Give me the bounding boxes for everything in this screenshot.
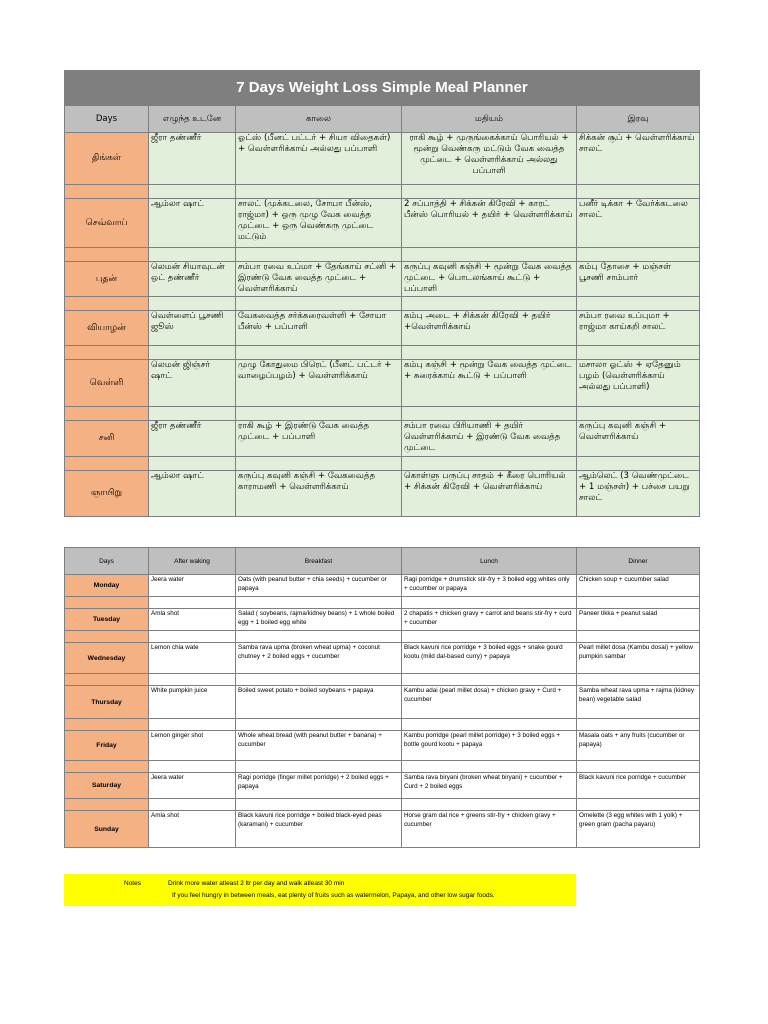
header-lunch: Lunch — [402, 548, 577, 575]
header-dinner: இரவு — [577, 106, 700, 133]
wake-cell: Jeera water — [149, 773, 236, 799]
table-row — [65, 686, 700, 719]
day-cell: Tuesday — [65, 609, 149, 631]
lunch-cell: Black kavuni rice porridge + 3 boiled eggs + snake gourd kootu (mild dal-based curry) + papaya — [402, 643, 577, 674]
page-title: 7 Days Weight Loss Simple Meal Planner — [65, 71, 700, 106]
wake-cell: லெமன் ஜிஞ்சர் ஷாட் — [149, 360, 236, 407]
spacer-row — [65, 407, 700, 421]
lunch-cell: கம்பு அடை + சிக்கன் கிரேவி + தயிர் +வெள்ளரிக்காய் — [402, 311, 577, 346]
day-cell: வெள்ளி — [65, 360, 149, 407]
table-row — [65, 262, 700, 297]
dinner-cell: Paneer tikka + peanut salad — [577, 609, 700, 631]
table-row — [65, 421, 700, 457]
table-row — [65, 199, 700, 248]
wake-cell: Lemon ginger shot — [149, 731, 236, 761]
lunch-cell: 2 chapatis + chicken gravy + carrot and beans stir-fry + curd + cucumber — [402, 609, 577, 631]
lunch-cell: கருப்பு கவுனி கஞ்சி + மூன்று வேக வைத்த முட்டை + பொடலங்காய் கூட்டு + பப்பாளி — [402, 262, 577, 297]
table-row — [65, 811, 700, 848]
lunch-cell: Horse gram dal rice + greens stir-fry + chicken gravy + cucumber — [402, 811, 577, 848]
lunch-cell: கொள்ளு பருப்பு சாதம் + கீரை பொரியல் + சிக்கன் கிரேவி + வெள்ளரிக்காய் — [402, 471, 577, 517]
breakfast-cell: Ragi porridge (finger millet porridge) + 2 boiled eggs + papaya — [236, 773, 402, 799]
breakfast-cell: சாலட் (முக்கடலை, சோயா பீன்ஸ், ராஜ்மா) + ஒரு முழு வேக வைத்த முட்டை + ஒரு வெண்கரு முட்டை மட்டும் — [236, 199, 402, 248]
day-cell: திங்கள் — [65, 133, 149, 185]
wake-cell: Amla shot — [149, 609, 236, 631]
dinner-cell: Black kavuni rice porridge + cucumber — [577, 773, 700, 799]
day-cell: Wednesday — [65, 643, 149, 674]
wake-cell: லெமன் சியாவுடன் ஒட் தண்ணீர் — [149, 262, 236, 297]
header-days: Days — [65, 106, 149, 133]
wake-cell: ஜீரா தண்ணீர் — [149, 133, 236, 185]
dinner-cell: மசாலா ஓட்ஸ் + ஏதேனும் பழம் (வெள்ளரிக்காய் அல்லது பப்பாளி) — [577, 360, 700, 407]
header-breakfast: Breakfast — [236, 548, 402, 575]
spacer-row — [65, 185, 700, 199]
english-header-row — [65, 548, 700, 575]
table-row — [65, 731, 700, 761]
breakfast-cell: ராகி கூழ் + இரண்டு வேக வைத்த முட்டை + பப்பாளி — [236, 421, 402, 457]
dinner-cell: கருப்பு கவுனி கஞ்சி + வெள்ளரிக்காய் — [577, 421, 700, 457]
notes-line-1: Drink more water atleast 2 ltr per day and walk atleast 30 min — [168, 880, 345, 887]
spacer-row — [65, 799, 700, 811]
table-row — [65, 773, 700, 799]
dinner-cell: Samba wheat rava upma + rajma (kidney bean) vegetable salad — [577, 686, 700, 719]
day-cell: Sunday — [65, 811, 149, 848]
day-cell: ஞாயிறு — [65, 471, 149, 517]
wake-cell: ஜீரா தண்ணீர் — [149, 421, 236, 457]
day-cell: Saturday — [65, 773, 149, 799]
lunch-cell: சம்பா ரவை பிரியாணி + தயிர் வெள்ளரிக்காய் + இரண்டு வேக வைத்த முட்டை — [402, 421, 577, 457]
wake-cell: வெள்ளைப் பூசணி ஜூஸ் — [149, 311, 236, 346]
wake-cell: ஆம்லா ஷாட் — [149, 471, 236, 517]
day-cell: புதன் — [65, 262, 149, 297]
day-cell: Monday — [65, 575, 149, 597]
dinner-cell: கம்பு தோசை + மஞ்சள் பூசணி சாம்பார் — [577, 262, 700, 297]
day-cell: செவ்வாய் — [65, 199, 149, 248]
lunch-cell: கம்பு கஞ்சி + மூன்று வேக வைத்த முட்டை + சுரைக்காய் கூட்டு + பப்பாளி — [402, 360, 577, 407]
lunch-cell: Samba rava biryani (broken wheat biryani) + cucumber + Curd + 2 boiled eggs — [402, 773, 577, 799]
breakfast-cell: Black kavuni rice porridge + boiled black-eyed peas (karamani) + cucumber — [236, 811, 402, 848]
table-row — [65, 575, 700, 597]
wake-cell: Jeera water — [149, 575, 236, 597]
header-wake: எழுந்த உடனே — [149, 106, 236, 133]
notes-box — [64, 874, 576, 906]
wake-cell: ஆம்லா ஷாட் — [149, 199, 236, 248]
tamil-meal-table — [64, 70, 700, 517]
breakfast-cell: ஓட்ஸ் (பீனட் பட்டர் + சியா விதைகள்) + வெள்ளரிக்காய் அல்லது பப்பாளி — [236, 133, 402, 185]
dinner-cell: Omelette (3 egg whites with 1 yolk) + green gram (pacha payaru) — [577, 811, 700, 848]
header-days: Days — [65, 548, 149, 575]
tamil-header-row — [65, 106, 700, 133]
table-row — [65, 311, 700, 346]
table-row — [65, 133, 700, 185]
breakfast-cell: Boiled sweet potato + boiled soybeans + papaya — [236, 686, 402, 719]
spacer-row — [65, 631, 700, 643]
day-cell: Thursday — [65, 686, 149, 719]
table-row — [65, 609, 700, 631]
breakfast-cell: Samba rava upma (broken wheat upma) + coconut chutney + 2 boiled eggs + cucumber — [236, 643, 402, 674]
dinner-cell: சிக்கன் சூப் + வெள்ளரிக்காய் சாலட் — [577, 133, 700, 185]
spacer-row — [65, 248, 700, 262]
spacer-row — [65, 457, 700, 471]
wake-cell: Lemon chia wate — [149, 643, 236, 674]
dinner-cell: Masala oats + any fruits (cucumber or papaya) — [577, 731, 700, 761]
lunch-cell: ராகி கூழ் + முருங்கைக்காய் பொரியல் + மூன்று வெண்கரு மட்டும் வேக வைத்த முட்டை + வெள்ளரிக்காய் அல்லது பப்பாளி — [402, 133, 577, 185]
day-cell: சனி — [65, 421, 149, 457]
breakfast-cell: கருப்பு கவுனி கஞ்சி + வேகவைத்த காராமணி + வெள்ளரிக்காய் — [236, 471, 402, 517]
breakfast-cell: Oats (with peanut butter + chia seeds) + cucumber or papaya — [236, 575, 402, 597]
notes-line-2: If you feel hungry in between meals, eat plenty of fruits such as watermelon, Papaya, and other low sugar foods. — [172, 892, 495, 899]
spacer-row — [65, 761, 700, 773]
header-after-waking: After waking — [149, 548, 236, 575]
english-meal-table — [64, 547, 700, 848]
breakfast-cell: Whole wheat bread (with peanut butter + banana) + cucumber — [236, 731, 402, 761]
dinner-cell: பனீர் டிக்கா + வேர்க்கடலை சாலட் — [577, 199, 700, 248]
notes-label: Notes — [124, 880, 141, 887]
table-row — [65, 643, 700, 674]
wake-cell: White pumpkin juice — [149, 686, 236, 719]
lunch-cell: 2 சப்பாத்தி + சிக்கன் கிரேவி + காரட் பீன்ஸ் பொரியல் + தயிர் + வெள்ளரிக்காய் — [402, 199, 577, 248]
spacer-row — [65, 719, 700, 731]
table-row — [65, 471, 700, 517]
spacer-row — [65, 346, 700, 360]
header-lunch: மதியம் — [402, 106, 577, 133]
dinner-cell: Chicken soup + cucumber salad — [577, 575, 700, 597]
lunch-cell: Ragi porridge + drumstick stir-fry + 3 boiled egg whites only + cucumber or papaya — [402, 575, 577, 597]
lunch-cell: Kambu adai (pearl millet dosa) + chicken gravy + Curd + cucumber — [402, 686, 577, 719]
breakfast-cell: Salad ( soybeans, rajma/kidney beans) + 1 whole boiled egg + 1 boiled egg white — [236, 609, 402, 631]
lunch-cell: Kambu porridge (pearl millet porridge) + 3 boiled eggs + bottle gourd kootu + papaya — [402, 731, 577, 761]
day-cell: வியாழன் — [65, 311, 149, 346]
day-cell: Friday — [65, 731, 149, 761]
breakfast-cell: சம்பா ரவை உப்மா + தேங்காய் சட்னி + இரண்டு வேக வைத்த முட்டை + வெள்ளரிக்காய் — [236, 262, 402, 297]
wake-cell: Amla shot — [149, 811, 236, 848]
dinner-cell: சம்பா ரவை உப்புமா + ராஜ்மா காய்கறி சாலட் — [577, 311, 700, 346]
table-row — [65, 360, 700, 407]
header-dinner: Dinner — [577, 548, 700, 575]
dinner-cell: ஆம்லெட் (3 வெண்முட்டை + 1 மஞ்சள்) + பச்சை பயறு சாலட் — [577, 471, 700, 517]
breakfast-cell: முழு கோதுமை பிரெட் (பீனட் பட்டர் + வாழைப்பழம்) + வெள்ளரிக்காய் — [236, 360, 402, 407]
spacer-row — [65, 674, 700, 686]
spacer-row — [65, 597, 700, 609]
breakfast-cell: வேகவைத்த சர்க்கரைவள்ளி + சோயா பீன்ஸ் + பப்பாளி — [236, 311, 402, 346]
dinner-cell: Pearl millet dosa (Kambu dosai) + yellow pumpkin sambar — [577, 643, 700, 674]
spacer-row — [65, 297, 700, 311]
header-breakfast: காலை — [236, 106, 402, 133]
